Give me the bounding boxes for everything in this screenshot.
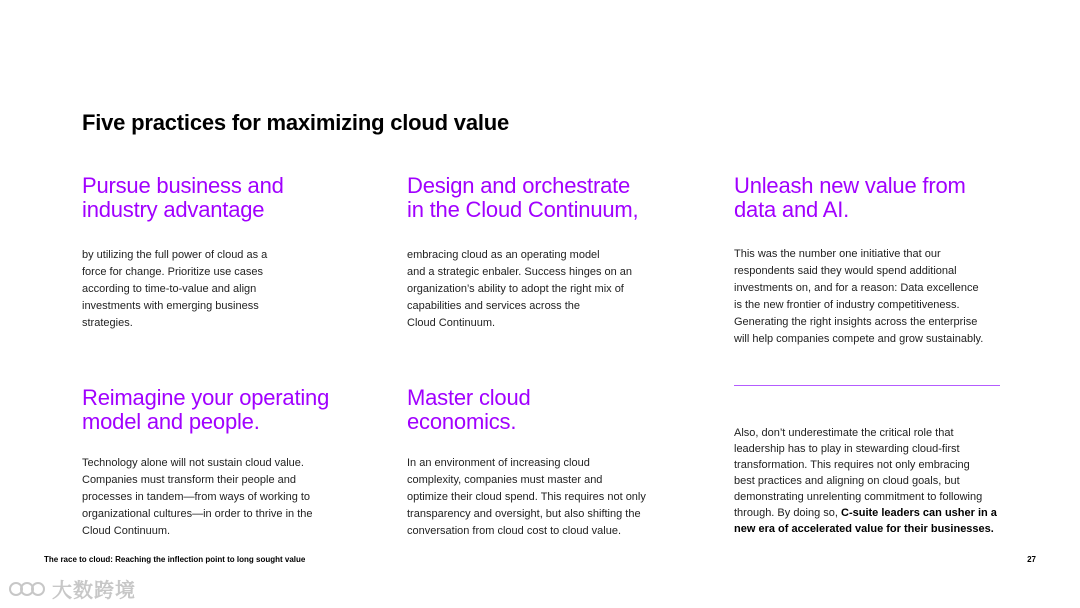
page-number: 27 — [1027, 555, 1036, 564]
practice-card-1 — [82, 174, 312, 332]
practice-heading: Pursue business and industry advantage — [82, 173, 284, 222]
practice-heading: Master cloud economics. — [407, 385, 531, 434]
emphasis-text: C-suite leaders can usher in a — [841, 507, 997, 519]
watermark-logo-icon — [8, 577, 46, 601]
practice-body: embracing cloud as an operating model and a strategic enbaler. Success hinges on an organization’s ability to adopt the right mix of capabilities and services across the Cloud Continuum. — [407, 249, 633, 329]
practice-body: by utilizing the full power of cloud as a force for change. Prioritize use cases according to time-to-value and align investments with emerging business strategies. — [82, 249, 268, 329]
practice-body: Technology alone will not sustain cloud value. Companies must transform their people and processes in tandem—from ways of working to organizational cultures—in order to thrive in the Cloud Continuum. — [82, 457, 313, 537]
practice-body: In an environment of increasing cloud complexity, companies must master and optimize their cloud spend. This requires not only transparency and oversight, but also shifting the conversation from cloud cost to cloud value. — [407, 457, 646, 537]
practice-heading: Design and orchestrate in the Cloud Continuum, — [407, 173, 639, 222]
watermark — [8, 574, 136, 603]
practice-card-4 — [82, 386, 352, 540]
practice-card-5 — [407, 386, 667, 540]
practice-heading: Reimagine your operating model and people. — [82, 385, 330, 434]
page-title: Five practices for maximizing cloud value — [82, 110, 510, 135]
footer-title: The race to cloud: Reaching the inflection point to long sought value — [44, 555, 306, 564]
watermark-text: 大数跨境 — [52, 580, 136, 602]
practice-heading: Unleash new value from data and AI. — [734, 173, 966, 222]
section-divider — [734, 385, 1000, 386]
practice-card-2 — [407, 174, 667, 332]
leadership-note: Also, don’t underestimate the critical role that leadership has to play in stewarding cloud-first transformation. This requires not only embracing best practices and aligning on cloud goals, but demonstrating unrelenting commitment to following through. By doing so, C-suite leaders can usher in a new era of accelerated value for their businesses. — [734, 427, 997, 535]
practice-card-3 — [734, 174, 1004, 348]
emphasis-text: new era of accelerated value for their businesses. — [734, 523, 994, 535]
practice-body: This was the number one initiative that our respondents said they would spend additional investments on, and for a reason: Data excellence is the new frontier of industry competitiveness. Generating the right insights across the enterprise will help companies compete and grow sustainably. — [734, 248, 984, 345]
